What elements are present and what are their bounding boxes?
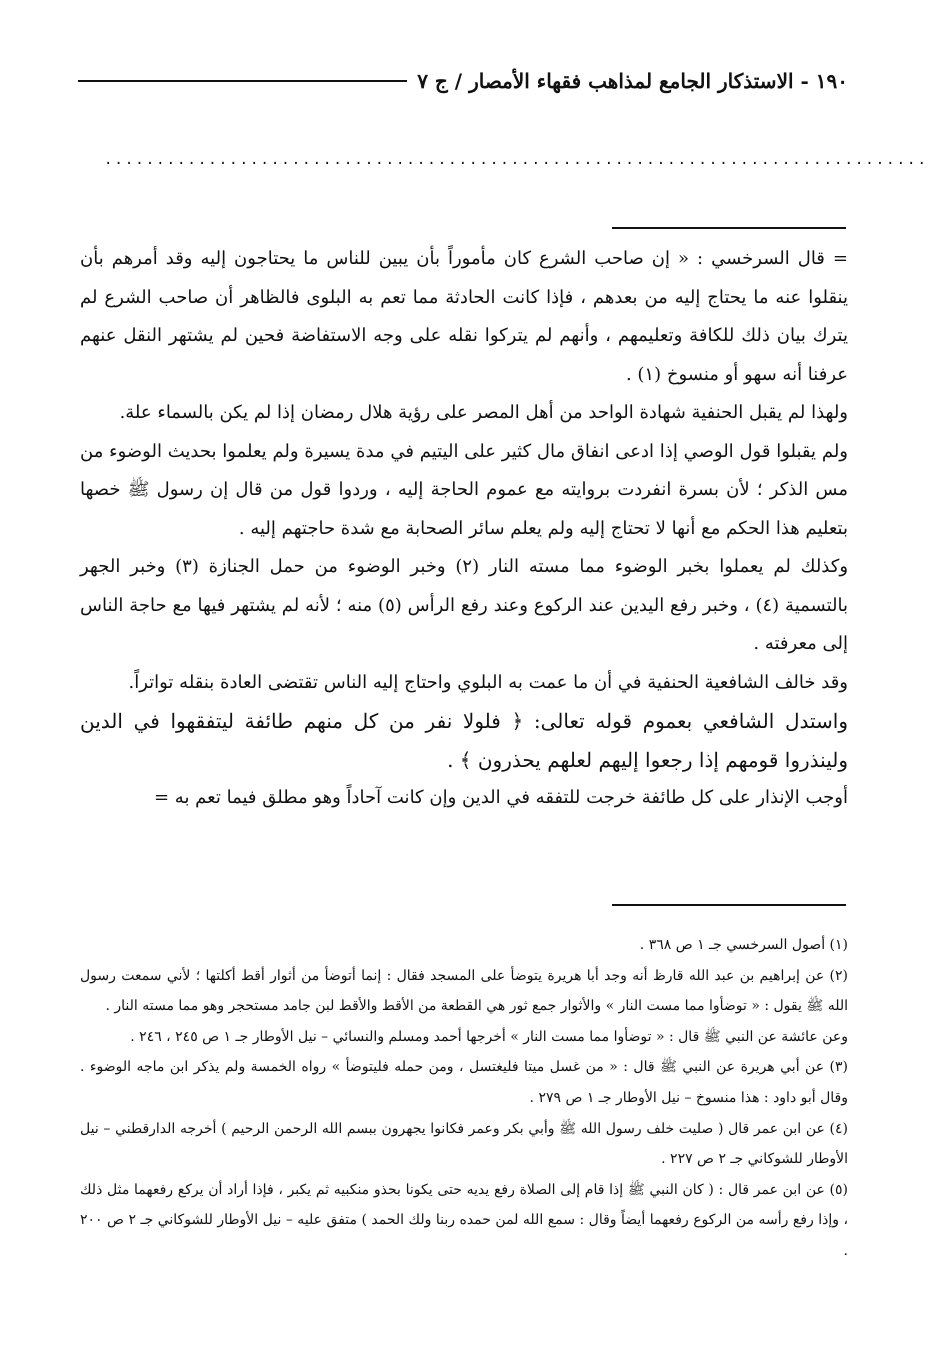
footnote: (٥) عن ابن عمر قال : ( كان النبي ﷺ إذا قام إلى الصلاة رفع يديه حتى يكونا بحذو منكبيه ثم يكبر ، فإذا أراد أن يركع رفعهما مثل ذلك ، وإذا رفع رأسه من الركوع رفعهما أيضاً وقال : سمع الله لمن حمده ربنا ولك الحمد ) متفق عليه – نيل الأوطار للشوكاني جـ ٢ ص ٢٠٠ . (80, 1181, 849, 1259)
footnote: (١) أصول السرخسي جـ ١ ص ٣٦٨ . (639, 937, 848, 953)
footnote: وعن عائشة عن النبي ﷺ قال : « توضأوا مما مست النار » أخرجها أحمد ومسلم والنسائي – نيل الأوطار جـ ١ ص ٢٤٥ ، ٢٤٦ . (130, 1028, 848, 1045)
header-rule (78, 80, 407, 82)
paragraph: وكذلك لم يعملوا بخبر الوضوء مما مسته النار (٢) وخبر الوضوء من حمل الجنازة (٣) وخبر الجهر بالتسمية (٤) ، وخبر رفع اليدين عند الركوع وعند رفع الرأس (٥) منه ؛ لأنه لم يشتهر فيها مع حاجة الناس إلى معرفته . (80, 556, 849, 654)
dotted-separator: ............................................................................... (104, 152, 928, 168)
main-text (80, 240, 848, 818)
paragraph: ولهذا لم يقبل الحنفية شهادة الواحد من أهل المصر على رؤية هلال رمضان إذا لم يكن بالسماء علة. (119, 402, 848, 423)
footnotes (80, 930, 848, 1267)
paragraph: ولم يقبلوا قول الوصي إذا ادعى انفاق مال كثير على اليتيم في مدة يسيرة ولم يعلموا بحديث الوضوء من مس الذكر ؛ لأن بسرة انفردت بروايته مع عموم الحاجة إليه ، وردوا قول من قال إن رسول ﷺ خصها بتعليم هذا الحكم مع أنها لا تحتاج إليه ولم يعلم سائر الصحابة مع شدة حاجتهم إليه . (80, 440, 848, 539)
footnote: (٣) عن أبي هريرة عن النبي ﷺ قال : « من غسل ميتا فليغتسل ، ومن حمله فليتوضأ » رواه الخمسة ولم يذكر ابن ماجه الوضوء . وقال أبو داود : هذا منسوخ – نيل الأوطار جـ ١ ص ٢٧٩ . (80, 1059, 848, 1106)
footnote: (٤) عن ابن عمر قال ( صليت خلف رسول الله ﷺ وأبي بكر وعمر فكانوا يجهرون ببسم الله الرحمن الرحيم ) أخرجه الدارقطني – نيل الأوطار للشوكاني جـ ٢ ص ٢٢٧ . (80, 1120, 848, 1168)
continuation-rule (612, 227, 846, 229)
header-title: ١٩٠ - الاستذكار الجامع لمذاهب فقهاء الأمصار / ج ٧ (417, 69, 848, 93)
footnote-rule (612, 904, 846, 906)
paragraph: أوجب الإنذار على كل طائفة خرجت للتفقه في الدين وإن كانت آحاداً وهو مطلق فيما تعم به = (154, 787, 848, 808)
footnote: (٢) عن إبراهيم بن عبد الله قارظ أنه وجد أبا هريرة يتوضأ على المسجد فقال : إنما أتوضأ من أثوار أقط أكلتها ؛ لأني سمعت رسول الله ﷺ يقول : « توضأوا مما مست النار » والأثوار جمع ثور هي القطعة من الأقط والأقط لبن جامد مستحجر وهو مما مسته النار . (80, 967, 848, 1015)
running-header (78, 58, 848, 104)
paragraph: = قال السرخسي : « إن صاحب الشرع كان مأموراً بأن يبين للناس ما يحتاجون إليه وقد أمرهم بأن ينقلوا عنه ما يحتاج إليه من بعدهم ، فإذا كانت الحادثة مما تعم به البلوى فالظاهر أن صاحب الشرع لم يترك بيان ذلك للكافة وتعليمهم ، وأنهم لم يتركوا نقله على وجه الاستفاضة فحين لم يشتهر النقل عنهم عرفنا أنه سهو أو منسوخ (١) . (80, 248, 848, 385)
quran-paragraph: واستدل الشافعي بعموم قوله تعالى: ﴿ فلولا نفر من كل منهم طائفة ليتفقهوا في الدين ولينذروا قومهم إذا رجعوا إليهم لعلهم يحذرون ﴾ . (80, 709, 848, 772)
paragraph: وقد خالف الشافعية الحنفية في أن ما عمت به البلوي واحتاج إليه الناس تقتضى العادة بنقله تواتراً. (128, 671, 848, 693)
